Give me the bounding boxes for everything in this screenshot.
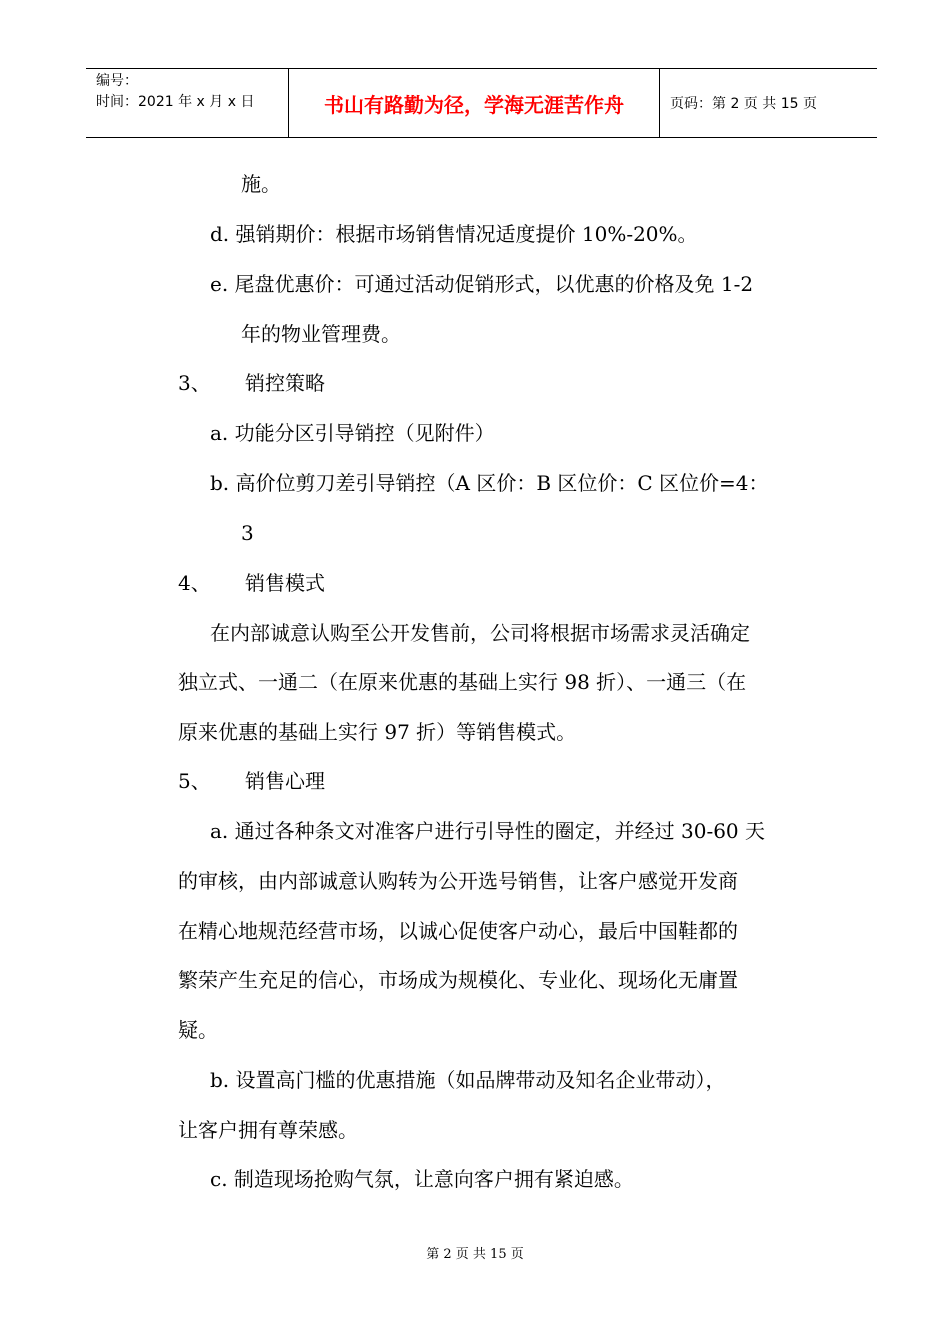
header-number-label: 编号： [96, 73, 138, 89]
paragraph-line: c. 制造现场抢购气氛，让意向客户拥有紧迫感。 [210, 1167, 634, 1191]
paragraph-line: b. 设置高门槛的优惠措施（如品牌带动及知名企业带动）， [210, 1068, 726, 1092]
paragraph-line: 独立式、一通二（在原来优惠的基础上实行 98 折）、一通三（在 [178, 670, 747, 694]
section-heading: 销售模式 [245, 571, 325, 595]
page-footer: 第 2 页 共 15 页 [426, 1247, 524, 1262]
paragraph-line: b. 高价位剪刀差引导销控（A 区价：B 区位价：C 区位价=4： [210, 471, 769, 495]
header-time-label: 时间：2021 年 x 月 x 日 [96, 94, 255, 110]
paragraph-line: 的审核，由内部诚意认购转为公开选号销售，让客户感觉开发商 [178, 869, 738, 893]
header-meta [86, 69, 288, 137]
document-header [86, 68, 877, 138]
paragraph-line: 原来优惠的基础上实行 97 折）等销售模式。 [178, 720, 577, 744]
paragraph-line: 在内部诚意认购至公开发售前，公司将根据市场需求灵活确定 [210, 621, 750, 645]
paragraph-line: 疑。 [178, 1018, 218, 1042]
section-heading: 销售心理 [245, 769, 325, 793]
section-heading: 销控策略 [245, 371, 325, 395]
paragraph-line: d. 强销期价：根据市场销售情况适度提价 10%-20%。 [210, 222, 698, 246]
paragraph-line: 年的物业管理费。 [241, 322, 401, 346]
header-page-label: 页码：第 2 页 共 15 页 [670, 96, 817, 112]
section-number: 3、 [178, 371, 211, 395]
paragraph-line: a. 通过各种条文对准客户进行引导性的圈定，并经过 30-60 天 [210, 819, 766, 843]
paragraph-line: 3 [241, 521, 254, 545]
paragraph-line: a. 功能分区引导销控（见附件） [210, 421, 495, 445]
paragraph-line: 让客户拥有尊荣感。 [178, 1118, 358, 1142]
paragraph-line: 繁荣产生充足的信心，市场成为规模化、专业化、现场化无庸置 [178, 968, 738, 992]
paragraph-line: e. 尾盘优惠价：可通过活动促销形式，以优惠的价格及免 1-2 [210, 272, 754, 296]
section-number: 5、 [178, 769, 211, 793]
paragraph-line: 在精心地规范经营市场，以诚心促使客户动心，最后中国鞋都的 [178, 919, 738, 943]
section-number: 4、 [178, 571, 211, 595]
paragraph-line: 施。 [241, 172, 281, 196]
header-motto: 书山有路勤为径，学海无涯苦作舟 [288, 69, 660, 137]
